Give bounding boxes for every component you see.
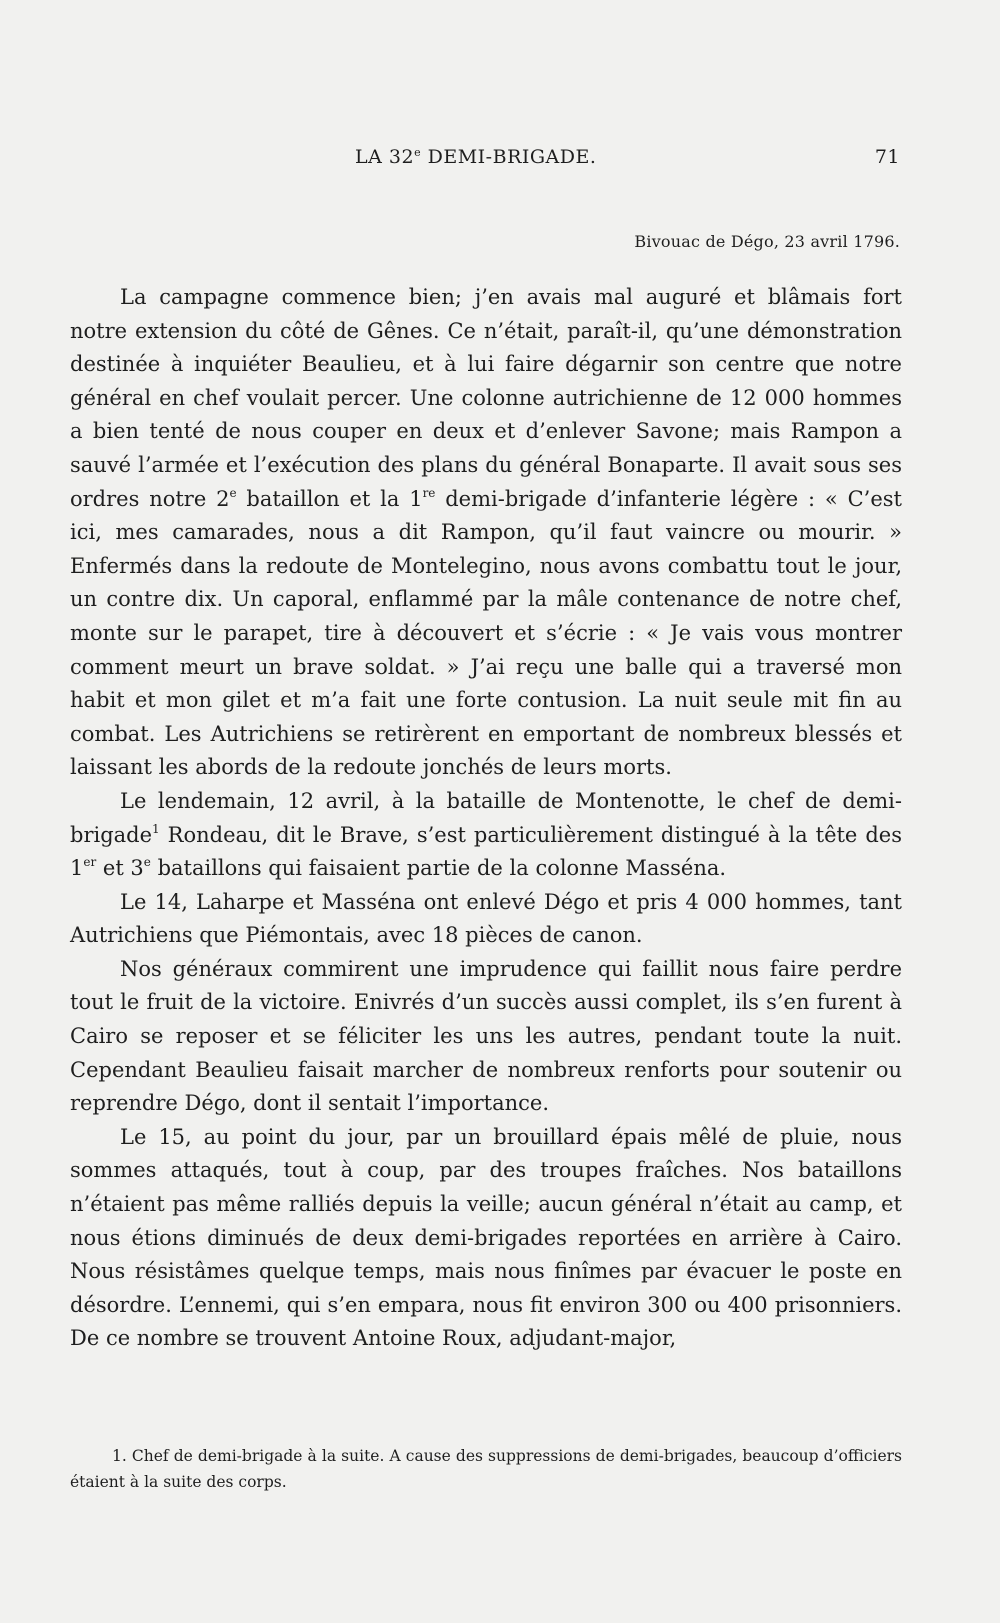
paragraph-2: Le lendemain, 12 avril, à la bataille de Montenotte, le chef de demi-brigade$^1$ Rondeau, dit le Brave, s’est particulièrement distingué à la tête des 1er et 3e bataillons qui faisaient partie de la colonne Masséna.	[70, 788, 902, 881]
dateline: Bivouac de Dégo, 23 avril 1796.	[634, 232, 900, 251]
running-header	[70, 146, 900, 170]
footnote-reference[interactable]: 1	[152, 821, 160, 836]
paragraph-5: Le 15, au point du jour, par un brouillard épais mêlé de pluie, nous sommes attaqués, tout à coup, par des troupes fraîches. Nos bataillons n’étaient pas même ralliés depuis la veille; aucun général n’était au camp, et nous étions diminués de deux demi-brigades reportées en arrière à Cairo. Nous résistâmes quelque temps, mais nous finîmes par évacuer le poste en désordre. L’ennemi, qui s’en empara, nous fit environ 300 ou 400 prisonniers. De ce nombre se trouvent Antoine Roux, adjudant-major,	[70, 1124, 902, 1351]
footnote: 1. Chef de demi-brigade à la suite. A cause des suppressions de demi-brigades, beaucoup d’officiers étaient à la suite des corps.	[70, 1447, 902, 1491]
body-text	[70, 281, 902, 1356]
running-title: LA 32e DEMI-BRIGADE.	[355, 146, 597, 168]
paragraph-1: La campagne commence bien; j’en avais mal auguré et blâmais fort notre extension du côté de Gênes. Ce n’était, paraît-il, qu’une démonstration destinée à inquiéter Beaulieu, et à lui faire dégarnir son centre que notre général en chef voulait percer. Une colonne autrichienne de 12 000 hommes a bien tenté de nous couper en deux et d’enlever Savone; mais Rampon a sauvé l’armée et l’exécution des plans du général Bonaparte. Il avait sous ses ordres notre 2e bataillon et la 1re demi-brigade d’infanterie légère : « C’est ici, mes camarades, nous a dit Rampon, qu’il faut vaincre ou mourir. » Enfermés dans la redoute de Montelegino, nous avons combattu tout le jour, un contre dix. Un caporal, enflammé par la mâle contenance de notre chef, monte sur le parapet, tire à découvert et s’écrie : « Je vais vous montrer comment meurt un brave soldat. » J’ai reçu une balle qui a traversé mon habit et mon gilet et m’a fait une forte contusion. La nuit seule mit fin au combat. Les Autrichiens se retirèrent en emportant de nombreux blessés et laissant les abords de la redoute jonchés de leurs morts.	[70, 285, 902, 780]
paragraph-4: Nos généraux commirent une imprudence qui faillit nous faire perdre tout le fruit de la victoire. Enivrés d’un succès aussi complet, ils s’en furent à Cairo se reposer et se féliciter les uns les autres, pendant toute la nuit. Cependant Beaulieu faisait marcher de nombreux renforts pour soutenir ou reprendre Dégo, dont il sentait l’importance.	[70, 956, 902, 1116]
page-number: 71	[874, 146, 900, 168]
paragraph-3: Le 14, Laharpe et Masséna ont enlevé Dégo et pris 4 000 hommes, tant Autrichiens que Piémontais, avec 18 pièces de canon.	[70, 889, 902, 948]
